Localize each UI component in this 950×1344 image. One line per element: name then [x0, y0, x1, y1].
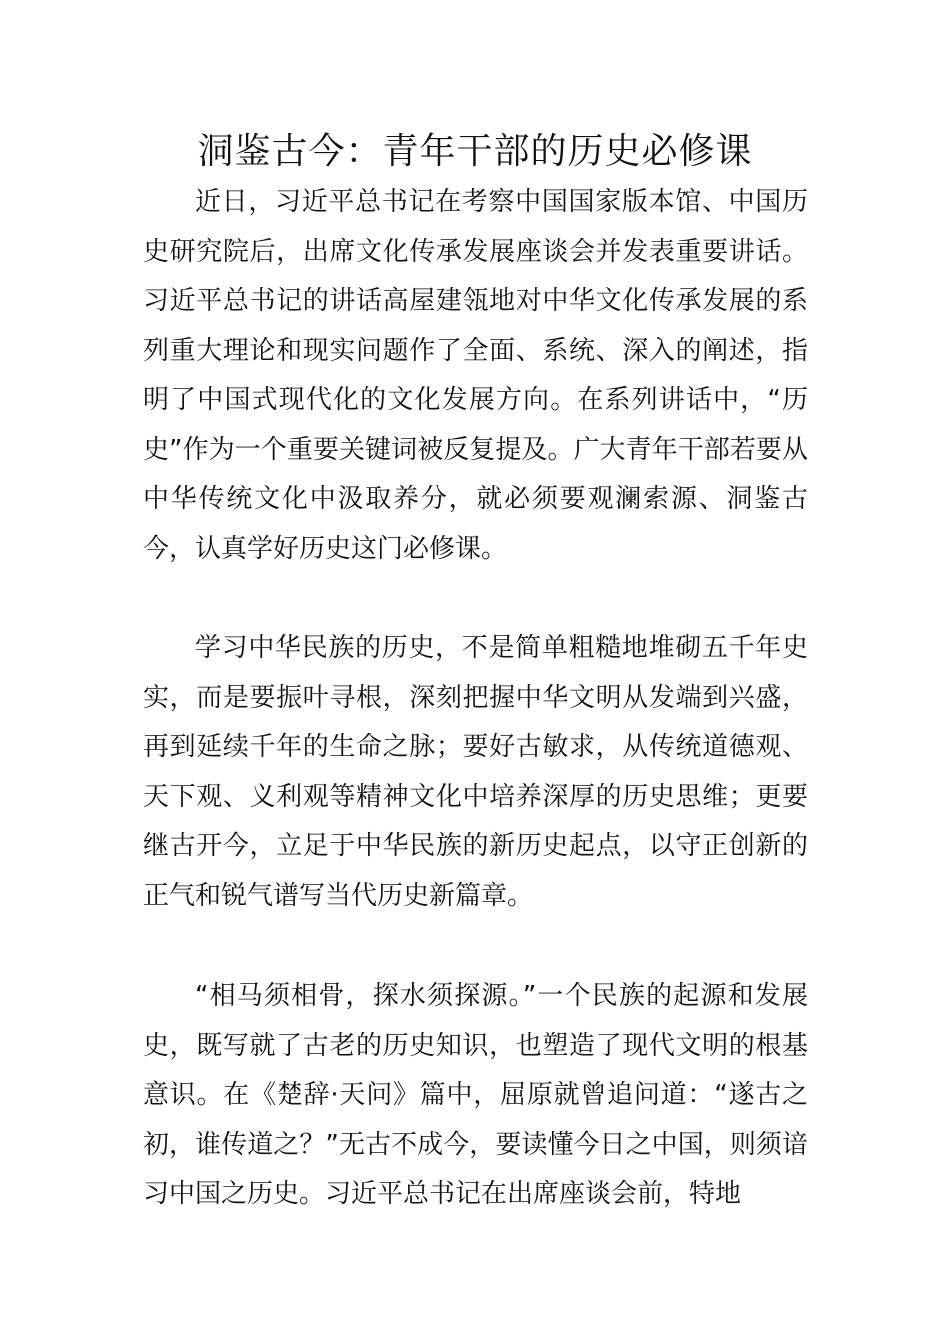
- paragraph-3: “相马须相骨，探水须探源。”一个民族的起源和发展史，既写就了古老的历史知识，也塑造了现代文明的根基意识。在《楚辞·天问》篇中，屈原就曾追问道：“遂古之初，谁传道之？”无古不成今，要读懂今日之中国，则须谙习中国之历史。习近平总书记在出席座谈会前，特地: [143, 981, 808, 1209]
- document-title: 洞鉴古今：青年干部的历史必修课: [197, 131, 753, 172]
- paragraph-1: 近日，习近平总书记在考察中国国家版本馆、中国历史研究院后，出席文化传承发展座谈会并发表重要讲话。习近平总书记的讲话高屋建瓴地对中华文化传承发展的系列重大理论和现实问题作了全面、系统、深入的阐述，指明了中国式现代化的文化发展方向。在系列讲话中，“历史”作为一个重要关键词被反复提及。广大青年干部若要从中华传统文化中汲取养分，就必须要观澜索源、洞鉴古今，认真学好历史这门必修课。: [143, 187, 808, 564]
- paragraph-2: 学习中华民族的历史，不是简单粗糙地堆砌五千年史实，而是要振叶寻根，深刻把握中华文明从发端到兴盛，再到延续千年的生命之脉；要好古敏求，从传统道德观、天下观、义利观等精神文化中培养深厚的历史思维；更要继古开今，立足于中华民族的新历史起点，以守正创新的正气和锐气谱写当代历史新篇章。: [143, 633, 808, 911]
